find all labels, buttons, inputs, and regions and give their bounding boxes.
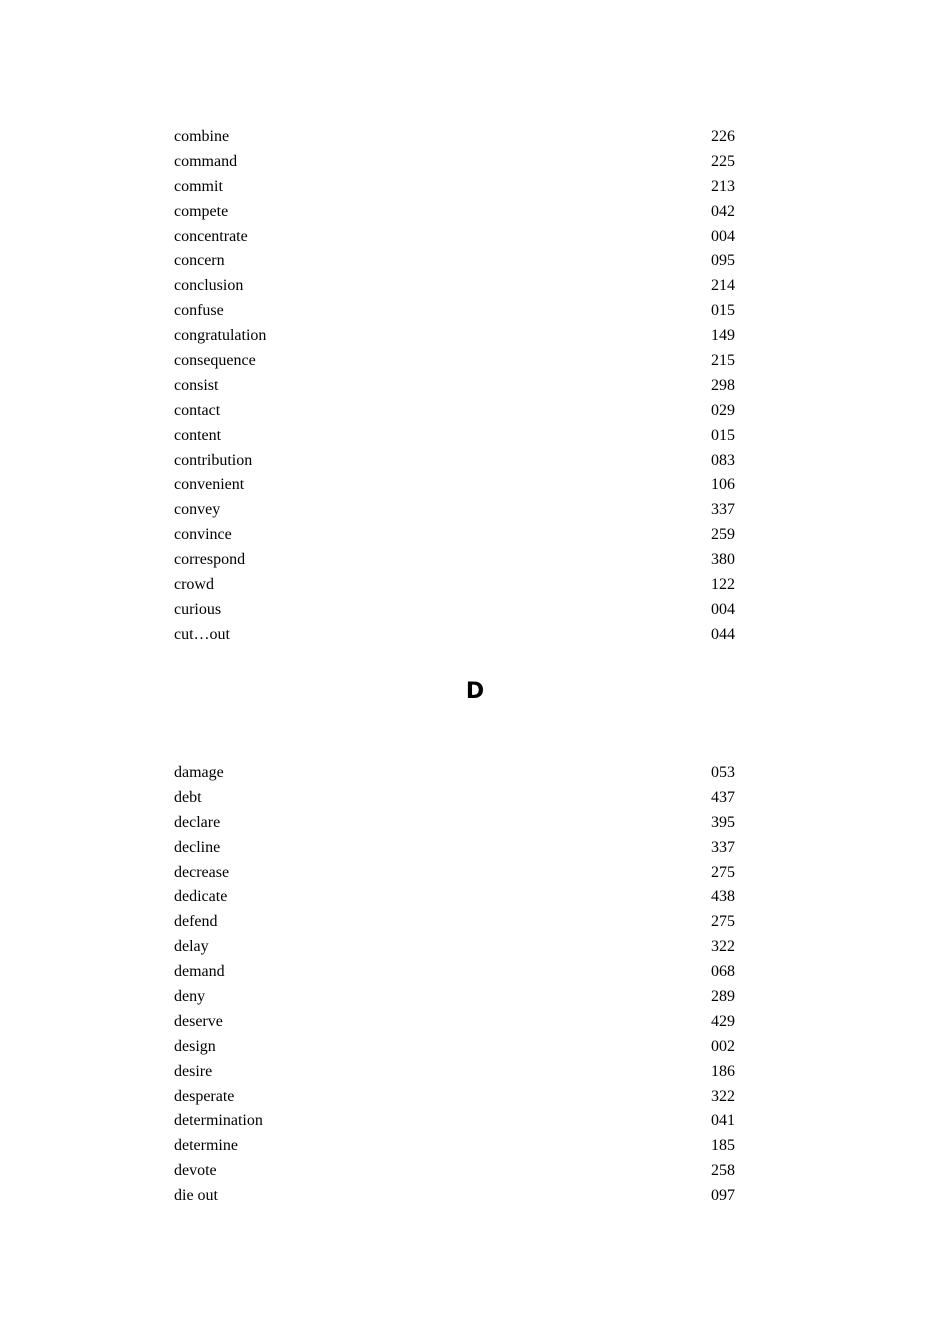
index-entry-word: deny — [174, 988, 206, 1006]
index-entry — [174, 299, 735, 324]
index-entry-word: combine — [174, 128, 230, 145]
index-entry-word: design — [174, 1037, 216, 1055]
index-entry-word: demand — [174, 963, 225, 981]
index-entry-page-number: 185 — [711, 1137, 735, 1155]
index-entry-page-number: 015 — [711, 426, 735, 444]
index-entry — [174, 598, 735, 623]
index-entry-word: decline — [174, 838, 221, 856]
index-entry — [174, 623, 735, 648]
index-entry — [174, 225, 735, 250]
index-entry — [174, 125, 735, 150]
index-entry-page-number: 095 — [711, 252, 735, 270]
index-entry — [174, 960, 735, 985]
index-entry-page-number: 106 — [711, 476, 735, 494]
index-entry-page-number: 044 — [711, 625, 735, 643]
index-entry-word: die out — [174, 1187, 218, 1205]
index-section-d — [174, 761, 735, 1209]
index-entry-word: compete — [174, 202, 229, 220]
index-entry-word: convince — [174, 526, 232, 544]
index-entry-word: declare — [174, 813, 221, 831]
index-entry-page-number: 042 — [711, 202, 735, 220]
index-entry-word: desperate — [174, 1087, 235, 1105]
index-entry — [174, 1159, 735, 1184]
index-entry — [174, 910, 735, 935]
index-entry — [174, 761, 735, 786]
index-entry-page-number: 322 — [711, 1087, 735, 1105]
index-entry-page-number: 275 — [711, 863, 735, 881]
index-entry-page-number: 259 — [711, 526, 735, 544]
index-entry — [174, 935, 735, 960]
index-entry — [174, 150, 735, 175]
index-entry-word: damage — [174, 764, 224, 781]
index-entry-word: cut…out — [174, 625, 230, 643]
index-entry-word: contact — [174, 401, 221, 419]
index-entry — [174, 1010, 735, 1035]
index-entry-page-number: 149 — [711, 327, 735, 345]
index-entry-word: desire — [174, 1062, 213, 1080]
index-entry-page-number: 429 — [711, 1012, 735, 1030]
index-entry — [174, 349, 735, 374]
index-entry — [174, 498, 735, 523]
index-entry-word: deserve — [174, 1012, 223, 1030]
index-entry — [174, 200, 735, 225]
index-entry-word: delay — [174, 938, 209, 956]
index-entry-page-number: 083 — [711, 451, 735, 469]
index-entry — [174, 399, 735, 424]
index-entry-word: correspond — [174, 551, 246, 569]
index-entry-word: determination — [174, 1112, 263, 1130]
index-entry-page-number: 337 — [711, 501, 735, 519]
index-entry-word: dedicate — [174, 888, 228, 906]
index-entry — [174, 374, 735, 399]
index-section-c — [174, 125, 735, 648]
index-entry-word: curious — [174, 600, 222, 618]
index-entry-word: congratulation — [174, 327, 267, 345]
index-entry — [174, 985, 735, 1010]
index-entry-page-number: 380 — [711, 551, 735, 569]
index-entry-page-number: 002 — [711, 1037, 735, 1055]
index-entry — [174, 1060, 735, 1085]
index-entry — [174, 861, 735, 886]
index-entry-page-number: 004 — [711, 227, 735, 245]
index-entry — [174, 1109, 735, 1134]
index-entry-word: commit — [174, 177, 223, 195]
index-entry — [174, 573, 735, 598]
index-entry-page-number: 395 — [711, 813, 735, 831]
index-entry-page-number: 041 — [711, 1112, 735, 1130]
index-entry — [174, 836, 735, 861]
index-entry-word: defend — [174, 913, 218, 931]
index-entry-page-number: 258 — [711, 1162, 735, 1180]
index-entry — [174, 249, 735, 274]
index-entry-page-number: 437 — [711, 788, 735, 806]
index-entry — [174, 885, 735, 910]
index-entry — [174, 274, 735, 299]
index-entry-page-number: 068 — [711, 963, 735, 981]
index-entry-word: conclusion — [174, 277, 244, 295]
index-entry-word: command — [174, 152, 238, 170]
index-entry-page-number: 053 — [711, 764, 735, 781]
index-entry-word: convenient — [174, 476, 245, 494]
index-entry-page-number: 275 — [711, 913, 735, 931]
index-entry-word: decrease — [174, 863, 230, 881]
index-entry-page-number: 337 — [711, 838, 735, 856]
index-entry-word: crowd — [174, 576, 214, 594]
index-entry-page-number: 122 — [711, 576, 735, 594]
index-entry-page-number: 289 — [711, 988, 735, 1006]
index-entry-word: consequence — [174, 352, 256, 370]
index-entry-word: debt — [174, 788, 202, 806]
index-entry-word: contribution — [174, 451, 253, 469]
index-entry-word: devote — [174, 1162, 217, 1180]
index-entry-page-number: 215 — [711, 352, 735, 370]
index-entry-word: concern — [174, 252, 225, 270]
index-entry-word: consist — [174, 376, 219, 394]
index-entry-page-number: 015 — [711, 302, 735, 320]
index-entry-page-number: 213 — [711, 177, 735, 195]
index-entry-page-number: 322 — [711, 938, 735, 956]
index-entry-page-number: 029 — [711, 401, 735, 419]
index-entry — [174, 811, 735, 836]
index-entry-page-number: 226 — [711, 128, 735, 145]
index-entry-page-number: 004 — [711, 600, 735, 618]
index-entry-page-number: 438 — [711, 888, 735, 906]
index-entry-word: content — [174, 426, 222, 444]
index-entry — [174, 424, 735, 449]
index-entry-page-number: 186 — [711, 1062, 735, 1080]
index-entry-page-number: 214 — [711, 277, 735, 295]
index-entry-page-number: 097 — [711, 1187, 735, 1205]
index-entry — [174, 1085, 735, 1110]
index-entry-word: convey — [174, 501, 221, 519]
index-entry — [174, 523, 735, 548]
section-letter-heading: D — [465, 679, 485, 704]
index-entry — [174, 548, 735, 573]
index-entry — [174, 1184, 735, 1209]
index-entry — [174, 1134, 735, 1159]
index-entry — [174, 175, 735, 200]
index-entry — [174, 473, 735, 498]
index-entry — [174, 786, 735, 811]
index-entry-word: confuse — [174, 302, 224, 320]
index-entry-page-number: 225 — [711, 152, 735, 170]
index-entry-word: concentrate — [174, 227, 248, 245]
index-entry — [174, 1035, 735, 1060]
index-entry — [174, 449, 735, 474]
index-entry-word: determine — [174, 1137, 238, 1155]
index-entry-page-number: 298 — [711, 376, 735, 394]
index-entry — [174, 324, 735, 349]
